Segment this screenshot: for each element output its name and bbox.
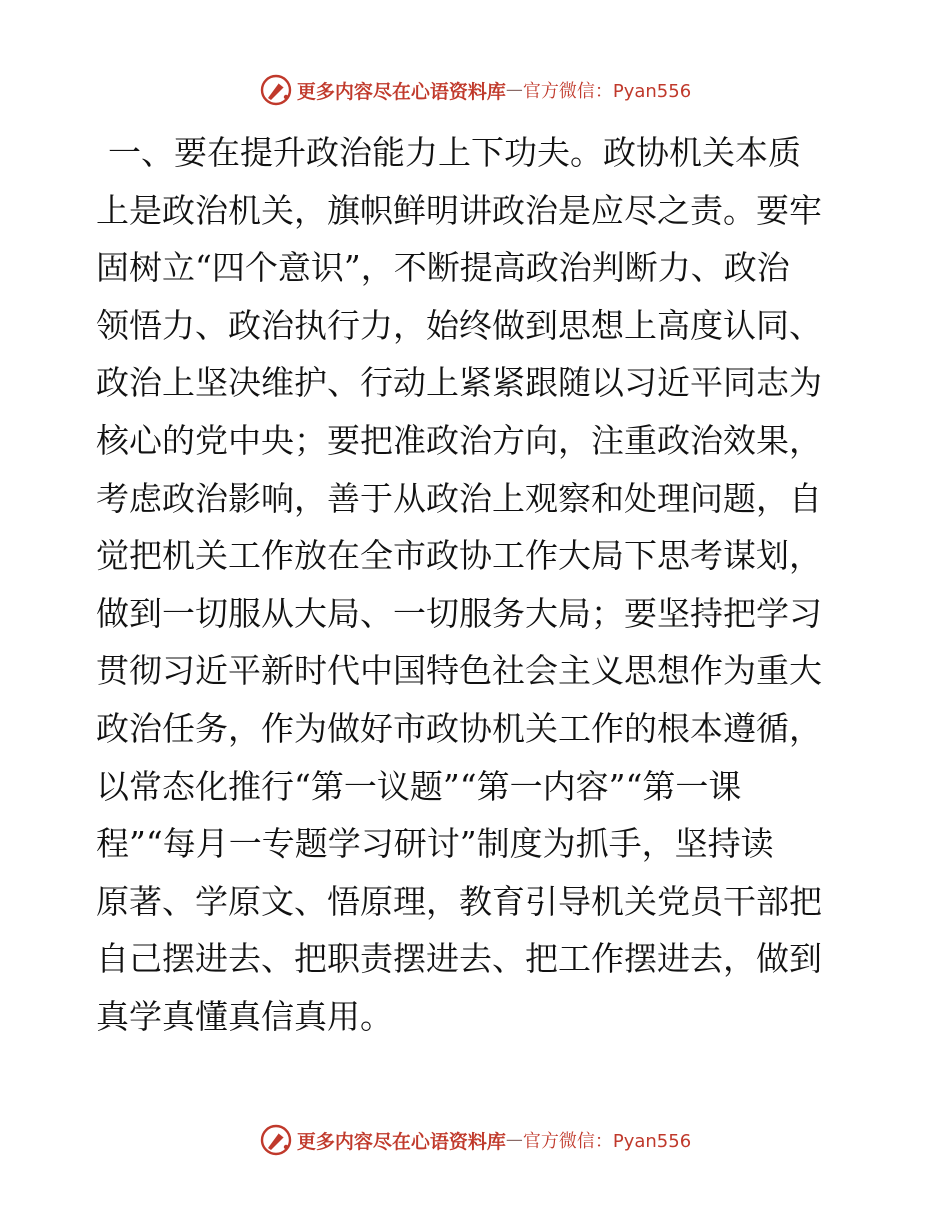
- body-line: 做到一切服从大局、一切服务大局；要坚持把学习: [96, 593, 822, 633]
- body-line: 真学真懂真信真用。: [96, 996, 393, 1036]
- body-line: 程”“每月一专题学习研讨”制度为抓手，坚持读: [96, 824, 774, 864]
- body-line: 以常态化推行“第一议题”“第一内容”“第一课: [96, 766, 742, 806]
- banner-separator: —: [505, 1130, 523, 1150]
- banner-wechat: 官方微信：Pyan556: [522, 1131, 692, 1152]
- body-line: 一、要在提升政治能力上下功夫。政协机关本质: [108, 133, 801, 172]
- body-line: 考虑政治影响，善于从政治上观察和处理问题，自: [96, 478, 822, 518]
- banner-title: 更多内容尽在心语资料库: [296, 80, 506, 103]
- pen-nib-logo-icon: [259, 1123, 293, 1157]
- body-line: 固树立“四个意识”，不断提高政治判断力、政治: [96, 248, 790, 288]
- body-line: 贯彻习近平新时代中国特色社会主义思想作为重大: [96, 651, 822, 691]
- header-banner: [0, 70, 950, 110]
- body-line: 原著、学原文、悟原理，教育引导机关党员干部把: [96, 881, 822, 921]
- banner-title: 更多内容尽在心语资料库: [296, 1130, 506, 1153]
- document-body: [96, 124, 856, 1046]
- footer-banner: [0, 1120, 950, 1160]
- body-line: 自己摆进去、把职责摆进去、把工作摆进去，做到: [96, 939, 822, 979]
- banner-wechat: 官方微信：Pyan556: [522, 81, 692, 102]
- body-line: 觉把机关工作放在全市政协工作大局下思考谋划，: [96, 536, 822, 576]
- body-line: 政治任务，作为做好市政协机关工作的根本遵循，: [96, 708, 822, 748]
- banner-separator: —: [505, 80, 523, 100]
- body-line: 上是政治机关，旗帜鲜明讲政治是应尽之责。要牢: [96, 190, 822, 230]
- body-line: 政治上坚决维护、行动上紧紧跟随以习近平同志为: [96, 363, 822, 403]
- body-line: 核心的党中央；要把准政治方向，注重政治效果，: [96, 420, 822, 460]
- body-line: 领悟力、政治执行力，始终做到思想上高度认同、: [96, 305, 822, 345]
- pen-nib-logo-icon: [259, 73, 293, 107]
